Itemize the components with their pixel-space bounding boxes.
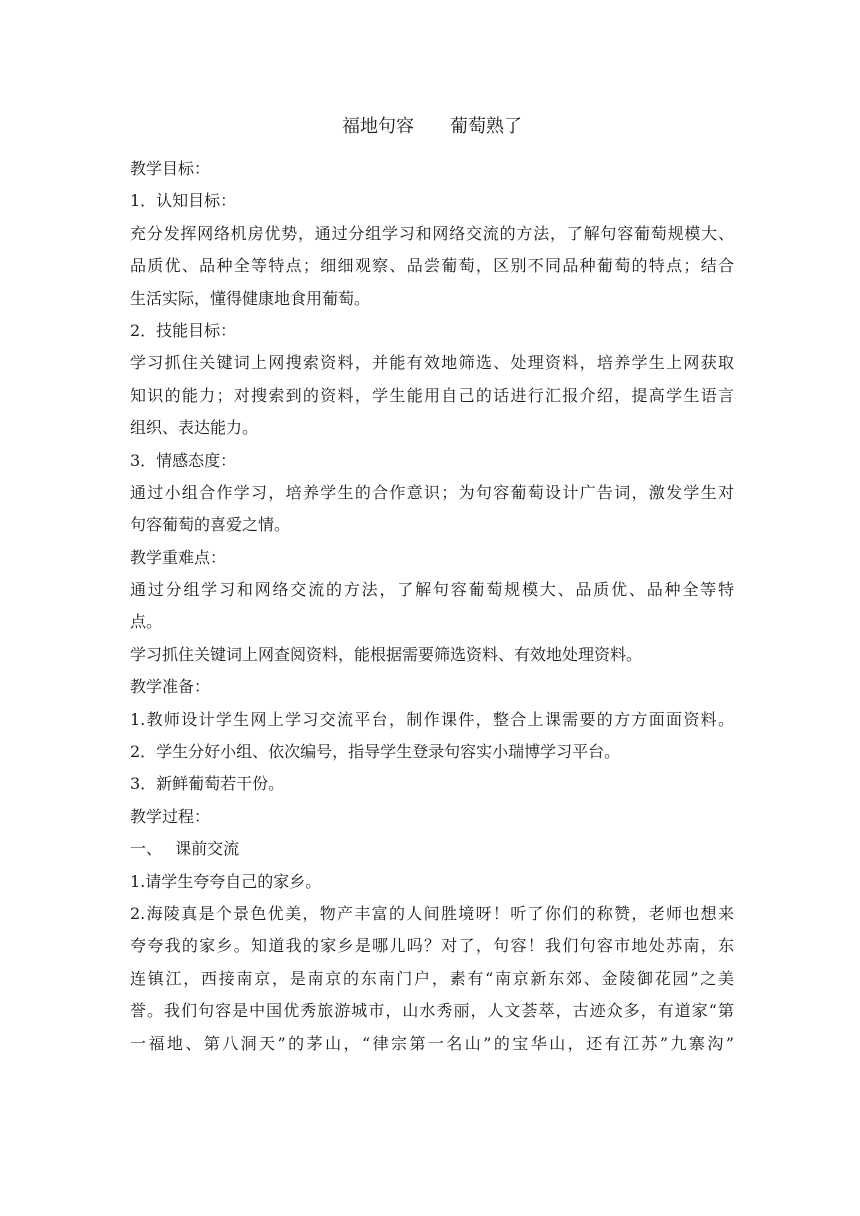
text-line: 1．认知目标： (130, 191, 237, 211)
text-line: 学习抓住关键词上网查阅资料，能根据需要筛选资料、有效地处理资料。 (130, 644, 643, 664)
text-line: 句容葡萄的喜爱之情。 (130, 515, 291, 535)
text-line: 生活实际，懂得健康地食用葡萄。 (130, 288, 371, 308)
document-body (130, 153, 734, 1060)
text-line: 2.海陵真是个景色优美，物产丰富的人间胜境呀！听了你们的称赞，老师也想来 (130, 903, 734, 923)
text-line: 品质优、品种全等特点；细细观察、品尝葡萄，区别不同品种葡萄的特点；结合 (130, 256, 734, 276)
text-line: 通过小组合作学习，培养学生的合作意识；为句容葡萄设计广告词，激发学生对 (130, 482, 734, 502)
text-line: 一福地、第八洞天”的茅山，“律宗第一名山”的宝华山，还有江苏”九寨沟” (130, 1033, 734, 1053)
text-line: 连镇江，西接南京，是南京的东南门户，素有“南京新东郊、金陵御花园”之美 (130, 968, 734, 988)
text-line: 2．学生分好小组、依次编号，指导学生登录句容实小瑞博学习平台。 (130, 742, 621, 762)
text-line: 知识的能力；对搜索到的资料，学生能用自己的话进行汇报介绍，提高学生语言 (130, 385, 734, 405)
text-line: 教学准备： (130, 677, 211, 697)
text-line: 誉。我们句容是中国优秀旅游城市，山水秀丽，人文荟萃，古迹众多，有道家“第 (130, 1001, 734, 1021)
text-line: 教学目标： (130, 159, 211, 178)
text-line: 3．情感态度： (130, 450, 237, 470)
text-line: 教学过程： (130, 806, 211, 826)
text-line: 充分发挥网络机房优势，通过分组学习和网络交流的方法，了解句容葡萄规模大、 (130, 223, 734, 243)
document-title: 福地句容 葡萄熟了 (342, 116, 522, 137)
text-line: 夸夸我的家乡。知道我的家乡是哪儿吗？对了，句容！我们句容市地处苏南，东 (130, 936, 734, 956)
text-line: 点。 (130, 612, 163, 632)
text-line: 3．新鲜葡萄若干份。 (130, 774, 285, 794)
text-line: 2．技能目标： (130, 320, 237, 340)
text-line: 通过分组学习和网络交流的方法，了解句容葡萄规模大、品质优、品种全等特 (130, 580, 734, 600)
text-line: 一、 课前交流 (130, 839, 240, 859)
text-line: 学习抓住关键词上网搜索资料，并能有效地筛选、处理资料，培养学生上网获取 (130, 353, 734, 373)
text-line: 教学重难点： (130, 547, 227, 567)
text-line: 1.请学生夸夸自己的家乡。 (130, 871, 322, 891)
text-line: 组织、表达能力。 (130, 418, 259, 438)
text-line: 1.教师设计学生网上学习交流平台，制作课件，整合上课需要的方方面面资料。 (130, 709, 734, 729)
